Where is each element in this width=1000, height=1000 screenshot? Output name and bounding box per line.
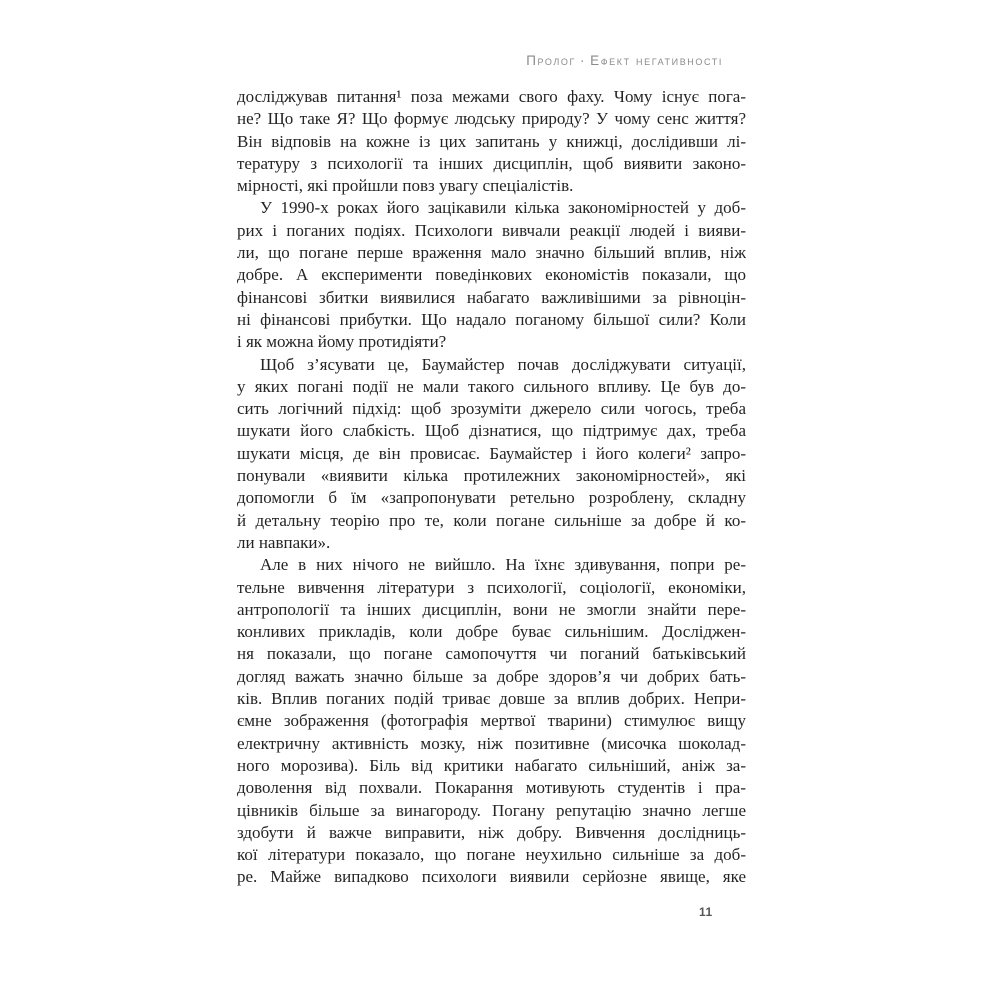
text-line: сить логічний підхід: щоб зрозуміти джерело сили чогось, треба [237,399,746,419]
text-line: добре. А експерименти поведінкових економістів показали, що [237,265,746,285]
text-line: електричну активність мозку, ніж позитивне (мисочка шоколад- [237,733,746,753]
text-line: тельне вивчення літератури з психології, соціології, економіки, [237,577,746,597]
text-line: не? Що таке Я? Що формує людську природу? У чому сенс життя? [237,109,746,129]
text-line: конливих прикладів, коли добре буває сильнішим. Досліджен- [237,622,746,642]
text-line: ня показали, що погане самопочуття чи поганий батьківський [237,644,746,664]
text-line: Але в них нічого не вийшло. На їхнє здивування, попри ре- [260,555,746,575]
text-line: шукати місця, де він провисає. Баумайстер і його колеги² запро- [237,443,746,463]
text-line: Щоб з’ясувати це, Баумайстер почав досліджувати ситуації, [260,354,746,374]
text-line: допомогли б їм «запропонувати ретельно розроблену, складну [237,488,746,508]
text-line: доволення від похвали. Покарання мотивують студентів і пра- [237,778,746,798]
text-line: рих і поганих подіях. Психологи вивчали реакції людей і вияви- [237,220,746,240]
running-header-separator: · [580,53,587,68]
text-line: кої літератури показало, що погане неухильно сильніше за доб- [237,845,746,865]
text-line: шукати його слабкість. Щоб дізнатися, що підтримує дах, треба [237,421,746,441]
text-line: антропології та інших дисциплін, вони не змогли знайти пере- [237,599,746,619]
text-line: ків. Вплив поганих подій триває довше за вплив добрих. Непри- [237,689,746,709]
text-line: ре. Майже випадково психологи виявили серйозне явище, яке [237,867,746,887]
text-line: понували «виявити кілька протилежних закономірностей», які [237,466,746,486]
running-header-title: Ефект негативності [590,53,723,68]
running-header-section: Пролог [526,53,576,68]
text-line: ного морозива). Біль від критики набагато сильніший, аніж за- [237,755,746,775]
text-line: тературу з психології та інших дисциплін, щоб виявити законо- [237,153,746,173]
text-line: У 1990-х роках його зацікавили кілька закономірностей у доб- [260,198,746,218]
body-text [237,86,746,889]
text-line: і як можна йому протидіяти? [237,332,447,352]
text-line: догляд важать значно більше за добре здоров’я чи добрих бать- [237,666,746,686]
text-line: мірності, які пройшли повз увагу спеціалістів. [237,176,574,196]
text-line: ємне зображення (фотографія мертвої тварини) стимулює вищу [237,711,746,731]
text-line: ні фінансові прибутки. Що надало поганому більшої сили? Коли [237,309,746,329]
running-header [526,53,723,68]
text-line: у яких погані події не мали такого сильного впливу. Це був до- [237,376,746,396]
text-line: досліджував питання¹ поза межами свого фаху. Чому існує пога- [237,87,746,106]
text-line: ли, що погане перше враження мало значно більший вплив, ніж [237,243,746,263]
page-number: 11 [699,905,713,919]
text-line: ли навпаки». [237,532,331,552]
text-line: фінансові збитки виявилися набагато важливішими за рівноцін- [237,287,746,307]
text-line: цівників більше за винагороду. Погану репутацію значно легше [237,800,746,820]
text-line: й детальну теорію про те, коли погане сильніше за добре й ко- [237,510,746,530]
text-line: Він відповів на кожне із цих запитань у книжці, дослідивши лі- [237,131,746,151]
text-line: здобути й важче виправити, ніж добру. Вивчення дослідниць- [237,822,746,842]
